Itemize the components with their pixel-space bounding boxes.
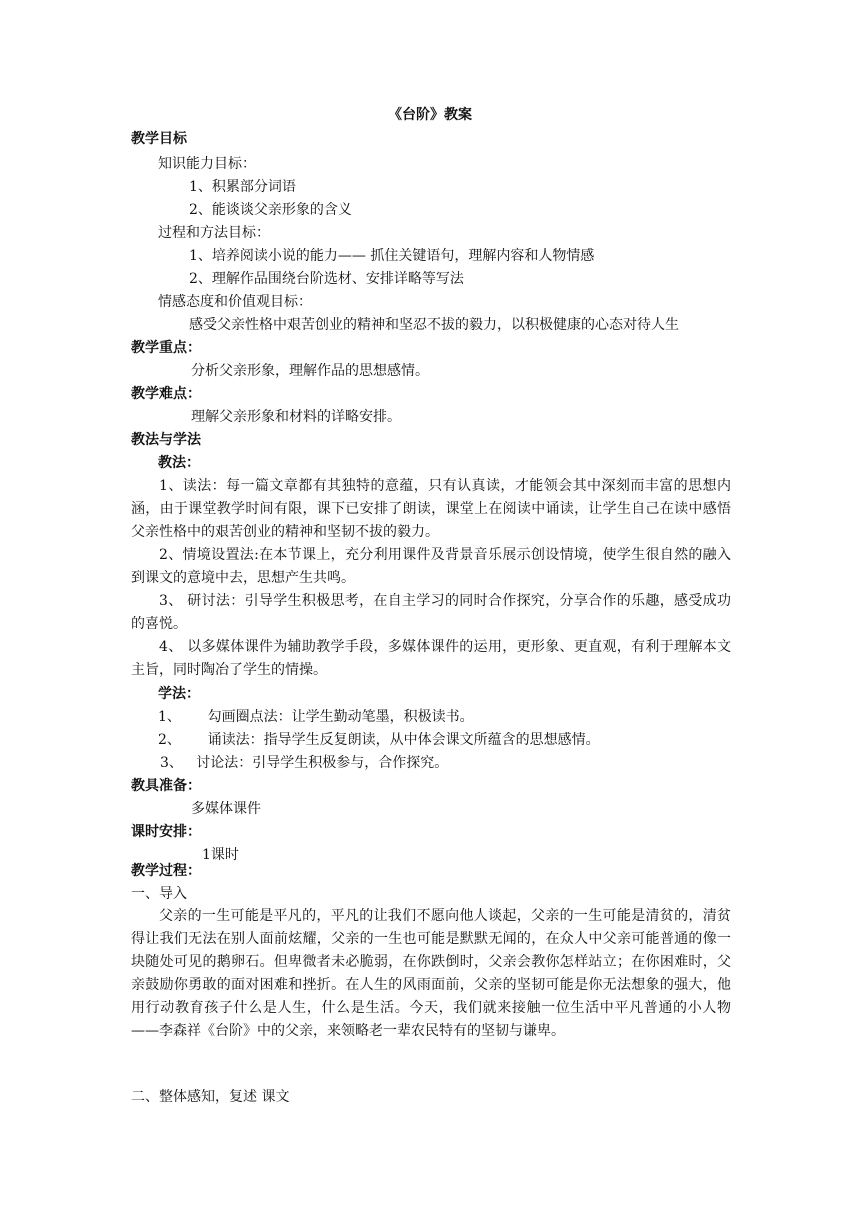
- document-title: 《台阶》教案: [388, 107, 472, 123]
- schedule-text: 1课时: [202, 847, 239, 863]
- schedule-heading: 课时安排：: [131, 824, 201, 840]
- knowledge-item: 1、积累部分词语: [189, 179, 296, 195]
- goals-heading: 教学目标: [131, 131, 187, 147]
- process-heading: 教学过程：: [131, 863, 201, 879]
- teach-label: 教法：: [158, 455, 200, 471]
- process-item: 1、培养阅读小说的能力—— 抓住关键语句，理解内容和人物情感: [189, 248, 595, 264]
- difficulty-heading: 教学难点：: [131, 386, 201, 402]
- teach-item: 3、 研讨法：引导学生积极思考，在自主学习的同时合作探究，分享合作的乐趣，感受成功的喜悦。: [131, 593, 731, 632]
- section-overview-heading: 二、整体感知，复述 课文: [131, 1089, 290, 1105]
- teach-item: 1、读法：每一篇文章都有其独特的意蕴，只有认真读，才能领会其中深刻而丰富的思想内涵，由于课堂教学时间有限，课下已安排了朗读，课堂上在阅读中诵读，让学生自己在读中感悟父亲性格中的艰苦创业的精神和坚韧不拔的毅力。: [131, 478, 731, 540]
- tools-text: 多媒体课件: [191, 801, 261, 817]
- process-item: 2、理解作品围绕台阶选材、安排详略等写法: [189, 271, 464, 287]
- emotion-text: 感受父亲性格中艰苦创业的精神和坚忍不拔的毅力，以积极健康的心态对待人生: [189, 317, 679, 333]
- tools-heading: 教具准备：: [131, 778, 201, 794]
- knowledge-item: 2、能谈谈父亲形象的含义: [189, 202, 352, 218]
- intro-paragraph: 父亲的一生可能是平凡的，平凡的让我们不愿向他人谈起，父亲的一生可能是清贫的，清贫得让我们无法在别人面前炫耀，父亲的一生也可能是默默无闻的，在众人中父亲可能普通的像一块随处可见的鹅卵石。但卑微者未必脆弱，在你跌倒时，父亲会教你怎样站立；在你困难时，父亲鼓励你勇敢的面对困难和挫折。在人生的风雨面前，父亲的坚韧可能是你无法想象的强大，他用行动教育孩子什么是人生，什么是生活。今天，我们就来接触一位生活中平凡普通的小人物——李森祥《台阶》中的父亲，来领略老一辈农民特有的坚韧与谦卑。: [131, 908, 731, 1039]
- key-point-heading: 教学重点：: [131, 340, 201, 356]
- learn-item: 1、 勾画圈点法：让学生勤动笔墨，积极读书。: [158, 709, 474, 725]
- learn-item: 3、 讨论法：引导学生积极参与，合作探究。: [160, 755, 449, 771]
- teach-item: 4、 以多媒体课件为辅助教学手段，多媒体课件的运用，更形象、更直观，有利于理解本文主旨，同时陶冶了学生的情操。: [131, 639, 731, 678]
- difficulty-text: 理解父亲形象和材料的详略安排。: [191, 409, 401, 425]
- section-intro-heading: 一、导入: [131, 886, 187, 902]
- key-point-text: 分析父亲形象，理解作品的思想感情。: [191, 363, 429, 379]
- learn-label: 学法：: [158, 686, 200, 702]
- teach-item: 2、情境设置法:在本节课上，充分利用课件及背景音乐展示创设情境，使学生很自然的融入到课文的意境中去，思想产生共鸣。: [131, 547, 731, 586]
- learn-item: 2、 诵读法：指导学生反复朗读，从中体会课文所蕴含的思想感情。: [158, 732, 600, 748]
- knowledge-label: 知识能力目标：: [158, 156, 256, 172]
- process-label: 过程和方法目标：: [158, 225, 270, 241]
- methods-heading: 教法与学法: [131, 432, 201, 448]
- emotion-label: 情感态度和价值观目标：: [158, 294, 312, 310]
